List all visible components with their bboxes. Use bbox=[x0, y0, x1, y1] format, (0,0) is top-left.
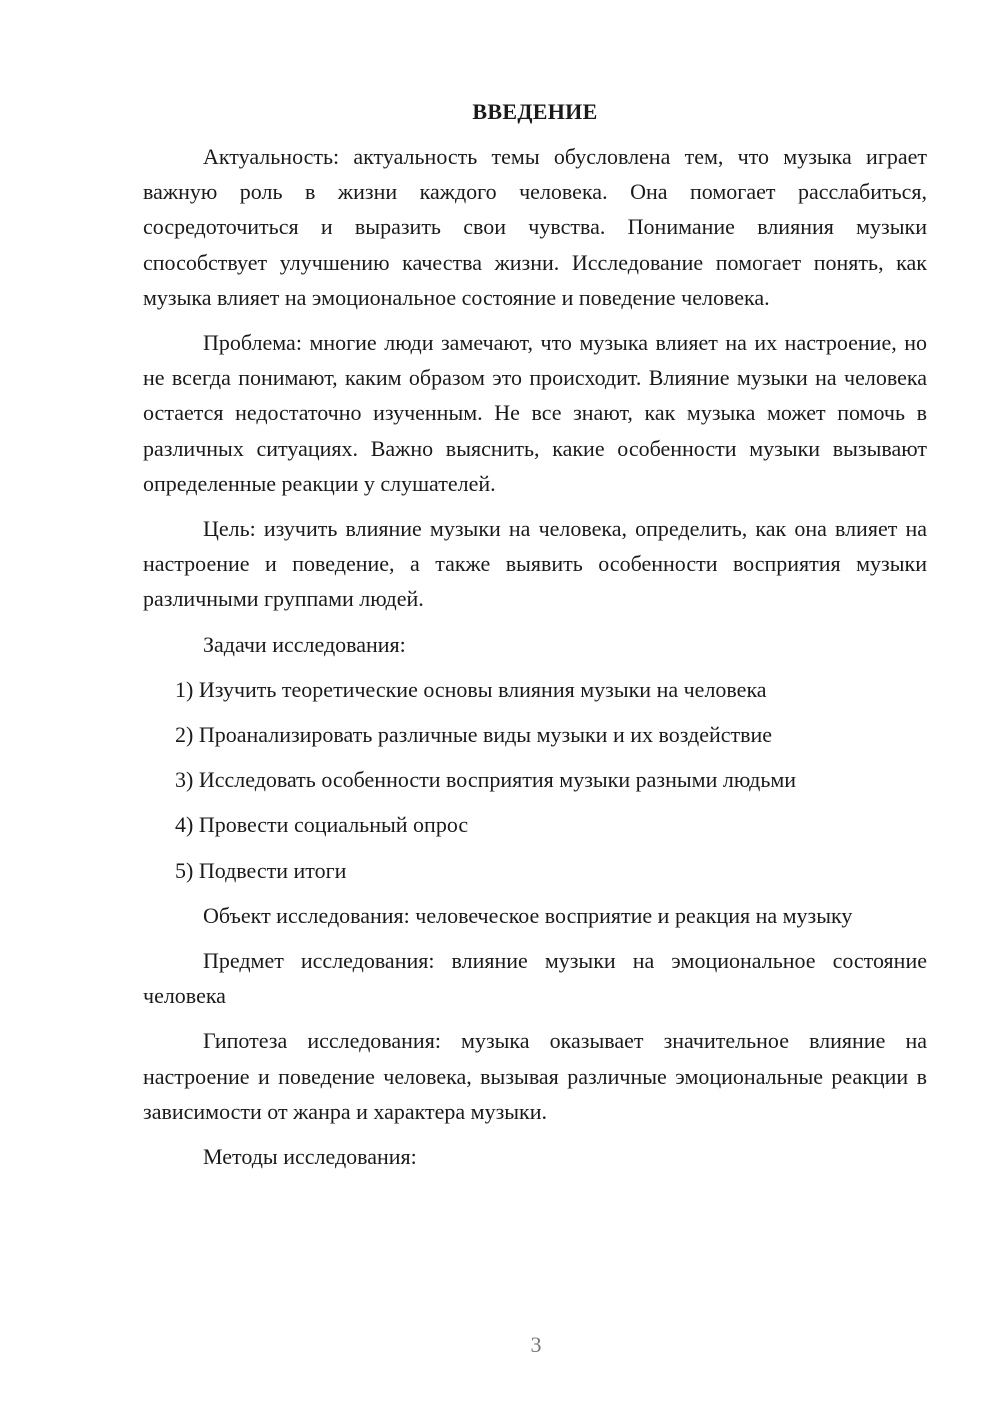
object-paragraph: Объект исследования: человеческое восприятие и реакция на музыку bbox=[203, 902, 853, 928]
subject-paragraph: Предмет исследования: влияние музыки на эмоциональное состояние человека bbox=[143, 948, 927, 1009]
list-item: 3) Исследовать особенности восприятия музыки разными людьми bbox=[175, 767, 797, 793]
tasks-heading: Задачи исследования: bbox=[203, 631, 406, 657]
goal-paragraph: Цель: изучить влияние музыки на человека, определить, как она влияет на настроение и поведение, а также выявить особенности восприятия музыки различными группами людей. bbox=[143, 516, 927, 612]
list-item: 2) Проанализировать различные виды музыки и их воздействие bbox=[175, 722, 773, 748]
problem-paragraph: Проблема: многие люди замечают, что музыка влияет на их настроение, но не всегда понимают, каким образом это происходит. Влияние музыки на человека остается недостаточно изученным. Не все знают, как музыка может помочь в различных ситуациях. Важно выяснить, какие особенности музыки вызывают определенные реакции у слушателей. bbox=[143, 330, 927, 496]
methods-heading: Методы исследования: bbox=[203, 1144, 417, 1170]
list-item: 5) Подвести итоги bbox=[175, 857, 347, 883]
page-number: 3 bbox=[530, 1332, 542, 1357]
list-item: 1) Изучить теоретические основы влияния музыки на человека bbox=[175, 676, 767, 702]
page-content bbox=[143, 94, 927, 1184]
relevance-paragraph: Актуальность: актуальность темы обусловлена тем, что музыка играет важную роль в жизни каждого человека. Она помогает расслабиться, сосредоточиться и выразить свои чувства. Понимание влияния музыки способствует улучшению качества жизни. Исследование помогает понять, как музыка влияет на эмоциональное состояние и поведение человека. bbox=[143, 144, 927, 310]
list-item: 4) Провести социальный опрос bbox=[175, 812, 469, 838]
tasks-list bbox=[143, 672, 927, 888]
hypothesis-paragraph: Гипотеза исследования: музыка оказывает значительное влияние на настроение и поведение человека, вызывая различные эмоциональные реакции в зависимости от жанра и характера музыки. bbox=[143, 1028, 927, 1124]
section-title: ВВЕДЕНИЕ bbox=[472, 99, 598, 124]
